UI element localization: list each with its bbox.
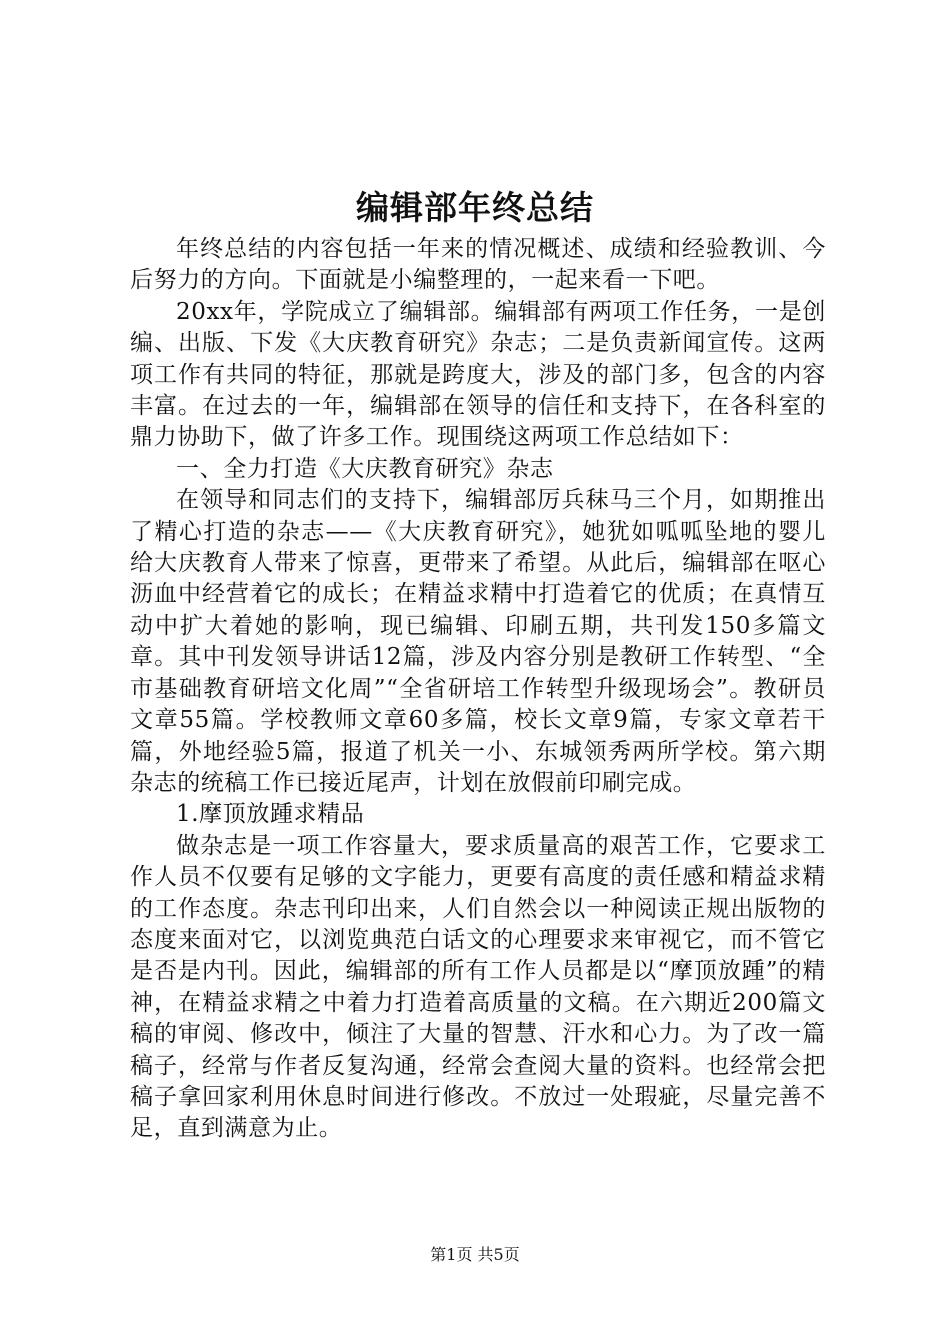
document-title: 编辑部年终总结: [356, 188, 594, 227]
document-body: [130, 234, 826, 1145]
paragraph-quality: 做杂志是一项工作容量大，要求质量高的艰苦工作，它要求工作人员不仅要有足够的文字能力，更要有高度的责任感和精益求精的工作态度。杂志刊印出来，人们自然会以一种阅读正规出版物的态度来面对它，以浏览典范白话文的心理要求来审视它，而不管它是否是内刊。因此，编辑部的所有工作人员都是以“摩顶放踵”的精神，在精益求精之中着力打造着高质量的文稿。在六期近200篇文稿的审阅、修改中，倾注了大量的智慧、汗水和心力。为了改一篇稿子，经常与作者反复沟通，经常会查阅大量的资料。也经常会把稿子拿回家利用休息时间进行修改。不放过一处瑕疵，尽量完善不足，直到满意为止。: [130, 832, 826, 1142]
section-heading-1: 一、全力打造《大庆教育研究》杂志: [176, 455, 554, 482]
paragraph-intro: 年终总结的内容包括一年来的情况概述、成绩和经验教训、今后努力的方向。下面就是小编整理的，一起来看一下吧。: [130, 236, 826, 294]
paragraph-magazine: 在领导和同志们的支持下，编辑部厉兵秣马三个月，如期推出了精心打造的杂志——《大庆教育研究》，她犹如呱呱坠地的婴儿给大庆教育人带来了惊喜，更带来了希望。从此后，编辑部在呕心沥血中经营着它的成长；在精益求精中打造着它的优质；在真情互动中扩大着她的影响，现已编辑、印刷五期，共刊发150多篇文章。其中刊发领导讲话12篇，涉及内容分别是教研工作转型、“全市基础教育研培文化周”“全省研培工作转型升级现场会”。教研员文章55篇。学校教师文章60多篇，校长文章9篇，专家文章若干篇，外地经验5篇，报道了机关一小、东城领秀两所学校。第六期杂志的统稿工作已接近尾声，计划在放假前印刷完成。: [130, 487, 826, 796]
page-footer: 第1页 共5页: [430, 1245, 520, 1264]
paragraph-background: 20xx年，学院成立了编辑部。编辑部有两项工作任务，一是创编、出版、下发《大庆教育研究》杂志；二是负责新闻宣传。这两项工作有共同的特征，那就是跨度大，涉及的部门多，包含的内容丰富。在过去的一年，编辑部在领导的信任和支持下，在各科室的鼎力协助下，做了许多工作。现围绕这两项工作总结如下：: [130, 298, 826, 451]
subsection-heading-1: 1.摩顶放踵求精品: [176, 801, 365, 828]
